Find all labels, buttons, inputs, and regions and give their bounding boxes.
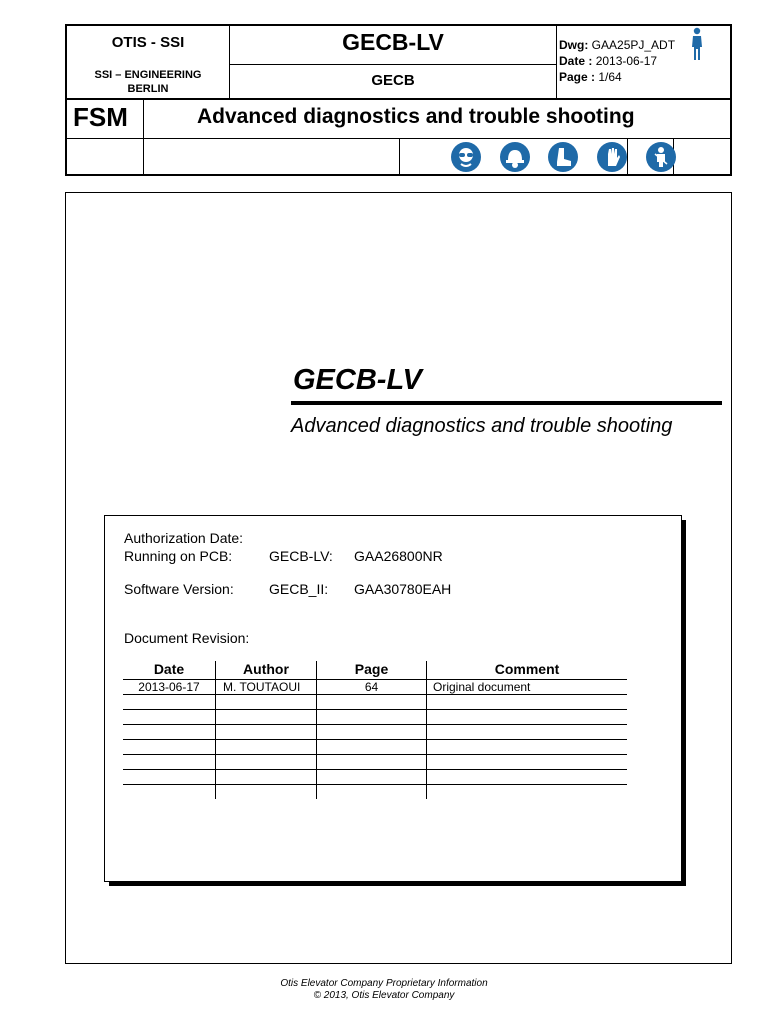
column-header-page: Page	[354, 661, 389, 677]
cell-date: 2013-06-17	[138, 680, 200, 694]
header-divider	[67, 98, 730, 100]
software-value: GAA30780EAH	[354, 581, 452, 597]
row-divider	[123, 754, 627, 755]
drawing-value: GAA25PJ_ADT	[591, 38, 676, 52]
safety-boots-icon	[548, 142, 578, 172]
drawing-number	[559, 38, 675, 52]
column-divider	[215, 661, 216, 799]
pcb-name: GECB-LV:	[269, 548, 333, 564]
cell-page: 64	[364, 680, 379, 694]
software-name: GECB_II:	[269, 581, 329, 597]
header-title: GECB-LV	[342, 29, 444, 55]
row-divider	[123, 769, 627, 770]
title-rule	[291, 401, 722, 405]
safety-glasses-icon	[451, 142, 481, 172]
authorization-date-label: Authorization Date:	[124, 530, 244, 546]
org-department-line: SSI – ENGINEERING	[94, 69, 202, 81]
column-header-comment: Comment	[494, 661, 560, 677]
header-divider	[143, 100, 144, 138]
safety-icons	[445, 140, 725, 174]
cell-comment: Original document	[433, 680, 531, 694]
date-value: 2013-06-17	[595, 54, 658, 68]
fsm-label: FSM	[73, 102, 128, 132]
org-department-line: BERLIN	[127, 83, 169, 95]
org-name: OTIS - SSI	[111, 34, 185, 51]
harness-icon	[646, 142, 676, 172]
column-header-author: Author	[243, 661, 289, 677]
header-subtitle: GECB	[371, 72, 415, 89]
row-divider	[123, 784, 627, 785]
header-subject: Advanced diagnostics and trouble shooting	[197, 105, 635, 128]
row-divider	[123, 709, 627, 710]
drawing-label: Dwg:	[559, 38, 589, 52]
page-label: Page :	[559, 70, 596, 84]
header-divider	[229, 64, 556, 65]
hard-hat-icon	[500, 142, 530, 172]
row-divider	[123, 694, 627, 695]
info-box	[104, 515, 682, 882]
column-divider	[426, 661, 427, 799]
gloves-icon	[597, 142, 627, 172]
date-label: Date :	[559, 54, 593, 68]
person-icon	[687, 27, 707, 66]
header-divider	[399, 138, 400, 174]
pcb-value: GAA26800NR	[354, 548, 443, 564]
footer-copyright: © 2013, Otis Elevator Company	[313, 990, 455, 1001]
software-label: Software Version:	[124, 581, 234, 597]
revision-label: Document Revision:	[124, 630, 250, 646]
cover-subtitle: Advanced diagnostics and trouble shooting	[291, 415, 673, 437]
pcb-label: Running on PCB:	[124, 548, 233, 564]
document-header	[65, 24, 732, 176]
header-divider	[556, 26, 557, 98]
footer-proprietary: Otis Elevator Company Proprietary Information	[280, 978, 488, 989]
header-divider	[143, 138, 144, 174]
row-divider	[123, 739, 627, 740]
cell-author: M. TOUTAOUI	[223, 680, 301, 694]
column-header-date: Date	[153, 661, 185, 677]
cover-title: GECB-LV	[293, 364, 422, 396]
document-date	[559, 54, 657, 68]
org-department	[67, 68, 229, 96]
header-divider	[229, 26, 230, 98]
row-divider	[123, 724, 627, 725]
page-value: 1/64	[598, 70, 622, 84]
page-number	[559, 70, 622, 84]
